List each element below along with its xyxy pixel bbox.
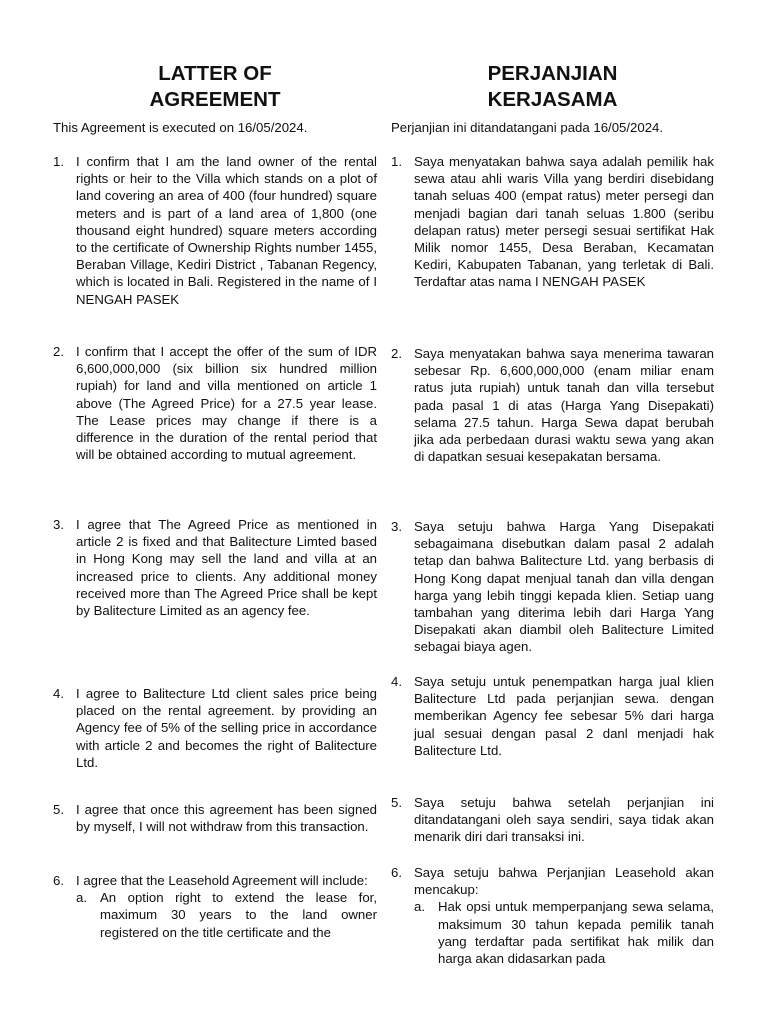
indonesian-item-number: 3. <box>391 519 402 534</box>
indonesian-intro: Perjanjian ini ditandatangani pada 16/05/2024. <box>391 120 664 135</box>
indonesian-item-text: Saya menyatakan bahwa saya menerima tawaran sebesar Rp. 6,600,000,000 (enam miliar enam ratus juta rupiah) untuk tanah dan villa tersebut pada pasal 1 di atas (Harga Yang Disepakati) selama 27.5 tahun. Harga Sewa dapat berubah jika ada perbedaan durasi waktu sewa yang akan di dapatkan sesuai kesepakatan bersama. <box>414 346 714 465</box>
english-item-text: I agree that The Agreed Price as mentioned in article 2 is fixed and that Balitecture Limted based in Hong Kong may sell the land and villa at an increased price to clients. Any additional money received more than The Agreed Price shall be kept by Balitecture Limited as an agency fee. <box>76 517 377 619</box>
indonesian-item-number: 2. <box>391 346 402 361</box>
english-item-text: I agree to Balitecture Ltd client sales price being placed on the rental agreement. by providing an Agency fee of 5% of the selling price in accordance with article 2 and becomes the right of Balitecture Ltd. <box>76 686 377 770</box>
indonesian-title-line2: KERJASAMA <box>487 88 618 111</box>
indonesian-item-text: Saya setuju bahwa setelah perjanjian ini ditandatangani oleh saya sendiri, saya tidak akan menarik diri dari transaksi ini. <box>414 795 714 845</box>
indonesian-item-1 <box>390 153 714 291</box>
indonesian-title <box>400 61 705 113</box>
english-item-5 <box>52 801 377 835</box>
indonesian-item-text: Saya setuju bahwa Perjanjian Leasehold akan mencakup: <box>414 865 714 898</box>
english-item-1 <box>52 153 377 308</box>
indonesian-sub-item-a <box>414 898 714 967</box>
indonesian-item-2 <box>390 345 714 465</box>
indonesian-item-number: 6. <box>391 865 402 880</box>
indonesian-item-number: 5. <box>391 795 402 810</box>
indonesian-title-line1: PERJANJIAN <box>487 62 618 85</box>
english-item-number: 4. <box>53 686 64 701</box>
indonesian-item-4 <box>390 673 714 759</box>
english-item-number: 1. <box>53 154 64 169</box>
english-item-text: I agree that the Leasehold Agreement will include: <box>76 873 368 888</box>
english-sub-item-a <box>76 889 377 941</box>
english-sub-item-letter: a. <box>76 890 87 906</box>
english-title-line1: LATTER OF <box>158 62 272 85</box>
indonesian-item-number: 4. <box>391 674 402 689</box>
indonesian-item-text: Saya setuju bahwa Harga Yang Disepakati sebagaimana disebutkan dalam pasal 2 adalah tetap dan bahwa Balitecture Ltd. yang berbasis di Hong Kong dapat menjual tanah dan villa dengan harga yang lebih tinggi kepada klien. Setiap uang tambahan yang diterima lebih dari Harga Yang Disepakati akan diambil oleh Balitecture Limited sebagai biaya agen. <box>414 519 714 655</box>
english-item-text: I confirm that I accept the offer of the sum of IDR 6,600,000,000 (six billion six hundred million rupiah) for land and villa mentioned on article 1 above (The Agreed Price) for a 27.5 year lease. The Lease prices may change if there is a difference in the duration of the rental period that will be obtained according to mutual agreement. <box>76 344 377 463</box>
english-item-4 <box>52 685 377 771</box>
english-intro: This Agreement is executed on 16/05/2024. <box>53 120 308 135</box>
english-item-3 <box>52 516 377 619</box>
english-item-text: I confirm that I am the land owner of the rental rights or heir to the Villa which stands on a plot of land covering an area of 400 (four hundred) square meters and is part of a land area of 1,800 (one thousand eight hundred) square meters according to the certificate of Ownership Rights number 1455, Beraban Village, Kediri District , Tabanan Regency, which is located in Bali. Registered in the name of I NENGAH PASEK <box>76 154 377 307</box>
indonesian-item-3 <box>390 518 714 656</box>
indonesian-item-6 <box>390 864 714 967</box>
indonesian-item-number: 1. <box>391 154 402 169</box>
english-item-6 <box>52 872 377 941</box>
english-item-number: 5. <box>53 802 64 817</box>
indonesian-item-text: Saya menyatakan bahwa saya adalah pemilik hak sewa atau ahli waris Villa yang berdiri disebidang tanah seluas 400 (empat ratus) meter persegi dan menjadi bagian dari tanah seluas 1.800 (seribu delapan ratus) meter persegi sesuai sertifikat Hak Milik nomor 1455, Desa Beraban, Kecamatan Kediri, Kabupaten Tabanan, yang terletak di Bali. Terdaftar atas nama I NENGAH PASEK <box>414 154 714 290</box>
english-item-2 <box>52 343 377 463</box>
indonesian-item-text: Saya setuju untuk penempatkan harga jual klien Balitecture Ltd pada perjanjian sewa. dengan memberikan Agency fee sebesar 5% dari harga jual sesuai dengan pasal 2 danl menjadi hak Balitecture Ltd. <box>414 674 714 758</box>
english-item-number: 2. <box>53 344 64 359</box>
english-title <box>90 61 340 113</box>
english-sub-item-text: An option right to extend the lease for, maximum 30 years to the land owner registered on the title certificate and the <box>100 890 377 940</box>
english-item-number: 6. <box>53 873 64 888</box>
indonesian-sub-item-letter: a. <box>414 899 425 915</box>
indonesian-sub-item-text: Hak opsi untuk memperpanjang sewa selama, maksimum 30 tahun kepada pemilik tanah yang terdaftar pada sertifikat hak milik dan harga akan didasarkan pada <box>438 899 714 967</box>
english-title-line2: AGREEMENT <box>149 88 281 111</box>
english-item-number: 3. <box>53 517 64 532</box>
english-item-text: I agree that once this agreement has been signed by myself, I will not withdraw from this transaction. <box>76 802 377 835</box>
indonesian-item-5 <box>390 794 714 846</box>
